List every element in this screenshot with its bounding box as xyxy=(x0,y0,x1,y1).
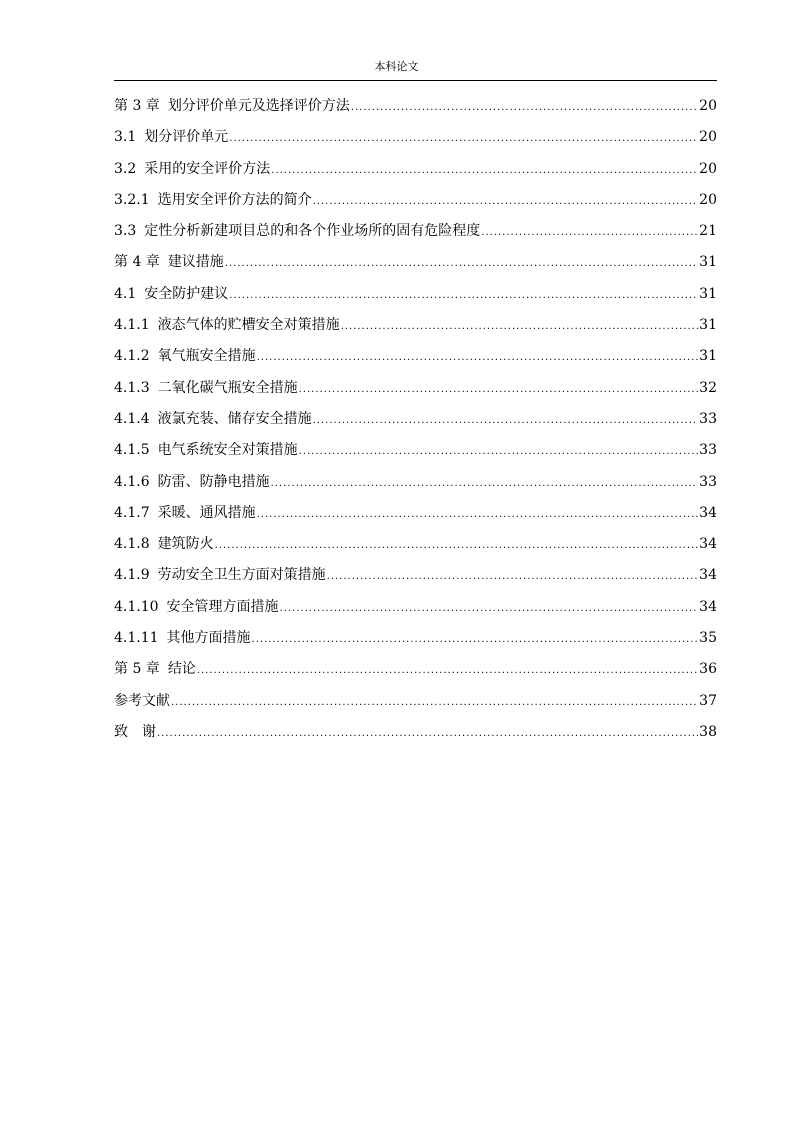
toc-entry-number: 第 4 章 xyxy=(114,254,160,271)
toc-entry-title xyxy=(114,122,228,153)
toc-entry-title xyxy=(114,154,270,185)
toc-entry-title xyxy=(114,310,340,341)
toc-page-number: 34 xyxy=(699,567,717,584)
toc-entry-text: 建议措施 xyxy=(167,254,224,271)
toc-entry-text: 防雷、防静电措施 xyxy=(157,473,270,490)
toc-entry-number: 4.1.3 xyxy=(114,379,150,396)
toc-entry-text: 建筑防火 xyxy=(157,536,214,553)
toc-entry-title xyxy=(114,404,312,435)
toc-entry[interactable] xyxy=(114,373,717,404)
toc-entry-title xyxy=(114,498,256,529)
toc-entry-number: 3.2.1 xyxy=(114,191,150,208)
toc-entry-title xyxy=(114,373,298,404)
toc-page-number: 32 xyxy=(699,379,717,396)
toc-page-number: 31 xyxy=(699,348,717,365)
toc-entry-text: 划分评价单元及选择评价方法 xyxy=(167,98,350,114)
toc-entry[interactable] xyxy=(114,247,717,278)
toc-page-number: 21 xyxy=(699,223,717,240)
toc-dot-leader xyxy=(481,217,698,248)
toc-entry[interactable] xyxy=(114,498,717,529)
toc-entry-title xyxy=(114,560,326,591)
toc-entry-number: 4.1.4 xyxy=(114,410,150,427)
toc-page-number: 34 xyxy=(699,504,717,521)
toc-entry-text: 安全管理方面措施 xyxy=(166,598,279,615)
toc-entry-number: 4.1.11 xyxy=(114,630,159,647)
toc-page-number: 20 xyxy=(699,160,717,177)
toc-entry-number: 4.1.7 xyxy=(114,504,150,521)
toc-entry[interactable] xyxy=(114,717,717,748)
toc-entry-text: 定性分析新建项目总的和各个作业场所的固有危险程度 xyxy=(144,223,481,240)
toc-dot-leader xyxy=(313,186,699,217)
toc-entry-title xyxy=(114,247,224,278)
toc-entry[interactable] xyxy=(114,185,717,216)
toc-page-number: 37 xyxy=(699,692,717,709)
toc-entry-title xyxy=(114,654,196,685)
toc-entry-title xyxy=(114,341,256,372)
toc-page-number: 38 xyxy=(699,723,717,740)
toc-entry[interactable] xyxy=(114,623,717,654)
toc-entry-text: 采暖、通风措施 xyxy=(157,504,256,521)
toc-entry-number: 4.1.5 xyxy=(114,442,150,459)
toc-entry-number: 3.3 xyxy=(114,223,137,240)
toc-entry-title xyxy=(114,623,251,654)
toc-dot-leader xyxy=(252,624,699,655)
toc-dot-leader xyxy=(327,561,699,592)
toc-entry[interactable] xyxy=(114,122,717,153)
toc-entry-text: 液氯充装、储存安全措施 xyxy=(157,410,312,427)
toc-dot-leader xyxy=(215,530,699,561)
toc-dot-leader xyxy=(257,342,699,373)
toc-entry-text: 其他方面措施 xyxy=(166,630,251,647)
toc-entry-number: 4.1.6 xyxy=(114,473,150,490)
toc-entry-title xyxy=(114,717,156,748)
toc-entry-text: 选用安全评价方法的简介 xyxy=(157,191,312,208)
toc-dot-leader xyxy=(271,155,698,186)
toc-dot-leader xyxy=(171,687,698,718)
toc-dot-leader xyxy=(257,499,699,530)
toc-page-number: 20 xyxy=(699,129,717,146)
toc-entry-text: 二氧化碳气瓶安全措施 xyxy=(157,379,298,396)
toc-dot-leader xyxy=(271,468,699,499)
toc-entry-title xyxy=(114,216,480,247)
toc-entry[interactable] xyxy=(114,91,717,122)
toc-entry-text: 致 谢 xyxy=(114,723,156,740)
toc-entry-number: 4.1.1 xyxy=(114,317,150,334)
toc-entry-text: 氧气瓶安全措施 xyxy=(157,348,256,365)
toc-page-number: 33 xyxy=(699,442,717,459)
toc-entry[interactable] xyxy=(114,560,717,591)
toc-entry-text: 液态气体的贮槽安全对策措施 xyxy=(157,317,340,334)
toc-entry[interactable] xyxy=(114,529,717,560)
toc-page-number: 31 xyxy=(699,317,717,334)
toc-entry-text: 采用的安全评价方法 xyxy=(144,160,271,177)
toc-dot-leader xyxy=(225,248,698,279)
toc-entry[interactable] xyxy=(114,686,717,717)
toc-entry-text: 劳动安全卫生方面对策措施 xyxy=(157,567,326,584)
toc-entry-title xyxy=(114,686,170,717)
toc-entry[interactable] xyxy=(114,341,717,372)
toc-page-number: 20 xyxy=(699,98,717,114)
toc-dot-leader xyxy=(229,123,698,154)
toc-dot-leader xyxy=(341,311,699,342)
toc-entry-number: 4.1.8 xyxy=(114,536,150,553)
toc-page-number: 33 xyxy=(699,473,717,490)
table-of-contents xyxy=(114,91,717,748)
header-rule xyxy=(114,80,717,81)
toc-dot-leader xyxy=(313,405,699,436)
toc-entry-title xyxy=(114,91,350,122)
toc-entry[interactable] xyxy=(114,279,717,310)
toc-dot-leader xyxy=(197,655,698,686)
toc-entry-text: 划分评价单元 xyxy=(144,129,229,146)
toc-entry-title xyxy=(114,185,312,216)
toc-page-number: 36 xyxy=(699,661,717,678)
toc-page-number: 33 xyxy=(699,410,717,427)
toc-entry-number: 4.1.2 xyxy=(114,348,150,365)
toc-entry-number: 4.1.9 xyxy=(114,567,150,584)
toc-entry-text: 安全防护建议 xyxy=(144,285,229,302)
toc-entry-number: 第 5 章 xyxy=(114,661,160,678)
toc-page-number: 35 xyxy=(699,630,717,647)
toc-entry-text: 结论 xyxy=(167,661,196,678)
toc-dot-leader xyxy=(299,436,699,467)
toc-entry[interactable] xyxy=(114,435,717,466)
toc-entry[interactable] xyxy=(114,154,717,185)
toc-entry[interactable] xyxy=(114,467,717,498)
toc-page-number: 20 xyxy=(699,191,717,208)
toc-page-number: 34 xyxy=(699,536,717,553)
toc-dot-leader xyxy=(280,593,699,624)
toc-dot-leader xyxy=(157,718,698,749)
toc-entry-title xyxy=(114,279,228,310)
toc-entry[interactable] xyxy=(114,654,717,685)
toc-page-number: 31 xyxy=(699,285,717,302)
toc-entry-text: 参考文献 xyxy=(114,692,170,709)
toc-entry-number: 4.1.10 xyxy=(114,598,159,615)
toc-entry-number: 4.1 xyxy=(114,285,137,302)
toc-entry-title xyxy=(114,529,214,560)
page-header-title: 本科论文 xyxy=(374,60,419,73)
toc-entry-title xyxy=(114,467,270,498)
toc-entry-text: 电气系统安全对策措施 xyxy=(157,442,298,459)
toc-dot-leader xyxy=(351,92,698,123)
toc-entry-title xyxy=(114,592,279,623)
toc-entry[interactable] xyxy=(114,216,717,247)
toc-entry-number: 3.2 xyxy=(114,160,137,177)
toc-dot-leader xyxy=(229,280,698,311)
toc-dot-leader xyxy=(299,374,699,405)
toc-entry[interactable] xyxy=(114,592,717,623)
toc-entry[interactable] xyxy=(114,404,717,435)
toc-page-number: 31 xyxy=(699,254,717,271)
toc-entry-title xyxy=(114,435,298,466)
toc-entry[interactable] xyxy=(114,310,717,341)
toc-entry-number: 第 3 章 xyxy=(114,98,160,114)
toc-page-number: 34 xyxy=(699,598,717,615)
toc-entry-number: 3.1 xyxy=(114,129,137,146)
